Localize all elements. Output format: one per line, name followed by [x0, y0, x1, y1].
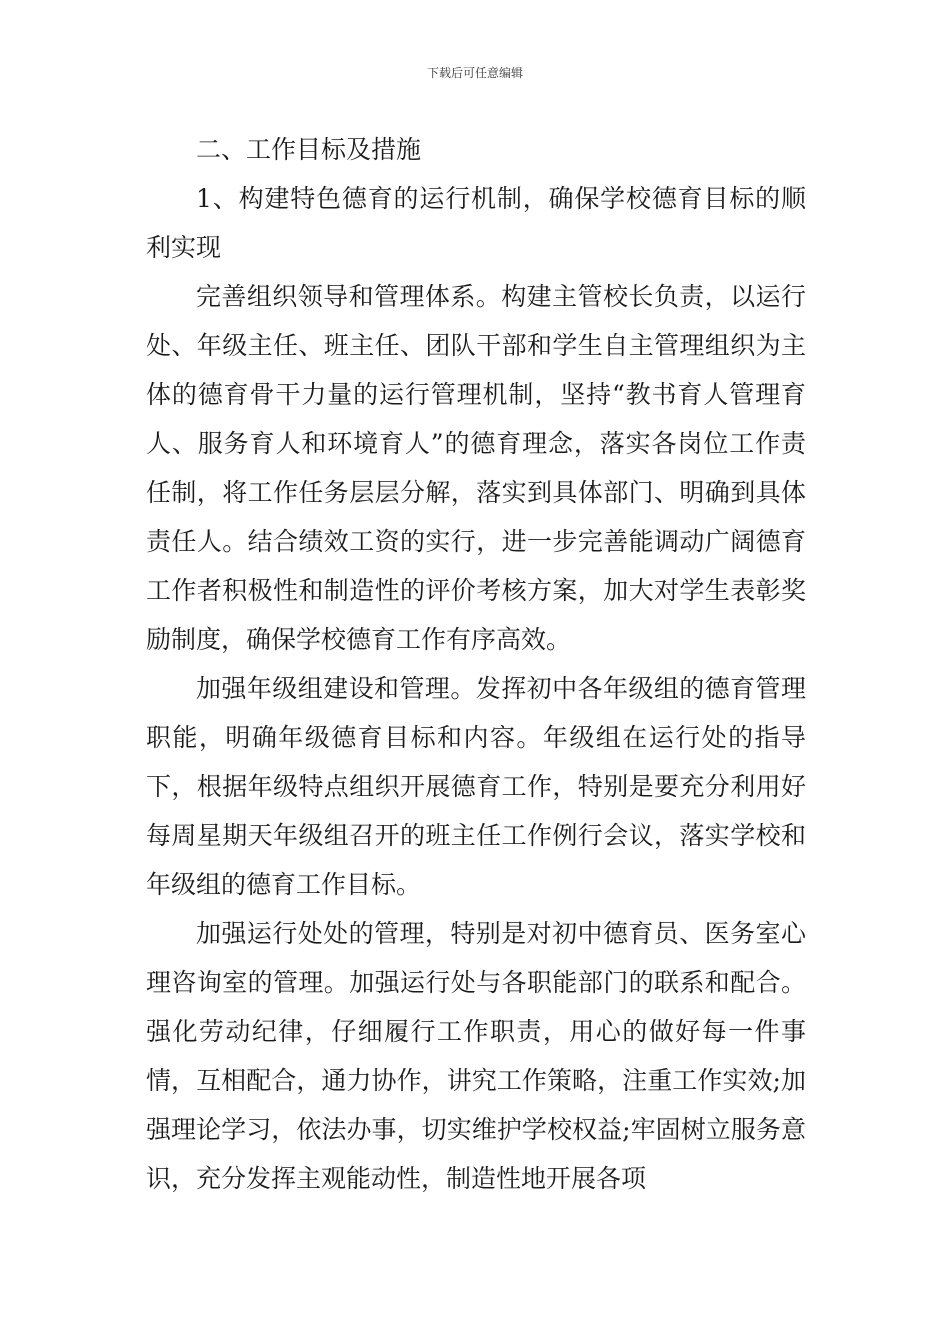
paragraph-organization: 完善组织领导和管理体系。构建主管校长负责，以运行处、年级主任、班主任、团队干部和学生自主管理组织为主体的德育骨干力量的运行管理机制，坚持“教书育人管理育人、服务育人和环境育人”的德育理念，落实各岗位工作责任制，将工作任务层层分解，落实到具体部门、明确到具体责任人。结合绩效工资的实行，进一步完善能调动广阔德育工作者积极性和制造性的评价考核方案，加大对学生表彰奖励制度，确保学校德育工作有序高效。 — [146, 282, 806, 654]
paragraph-office-management: 加强运行处处的管理，特别是对初中德育员、医务室心理咨询室的管理。加强运行处与各职能部门的联系和配合。强化劳动纪律，仔细履行工作职责，用心的做好每一件事情，互相配合，通力协作，讲究工作策略，注重工作实效;加强理论学习，依法办事，切实维护学校权益;牢固树立服务意识，充分发挥主观能动性，制造性地开展各项 — [146, 919, 806, 1193]
section-heading: 二、工作目标及措施 — [196, 135, 422, 164]
subsection-heading: 1、构建特色德育的运行机制，确保学校德育目标的顺利实现 — [146, 184, 806, 262]
document-body — [146, 125, 806, 1203]
page-header-note: 下载后可任意编辑 — [426, 66, 523, 80]
paragraph-grade-groups: 加强年级组建设和管理。发挥初中各年级组的德育管理职能，明确年级德育目标和内容。年级组在运行处的指导下，根据年级特点组织开展德育工作，特别是要充分利用好每周星期天年级组召开的班主任工作例行会议，落实学校和年级组的德育工作目标。 — [146, 674, 806, 899]
